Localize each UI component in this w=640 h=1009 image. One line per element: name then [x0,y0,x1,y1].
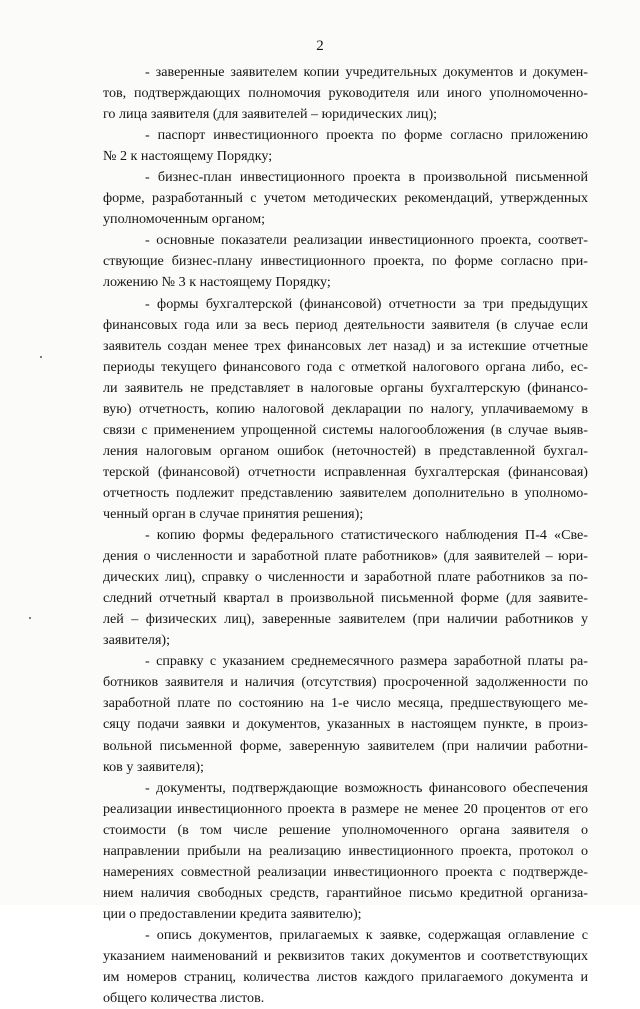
text-line: финансовых года или за весь период деятельности заявителя (в случае если [103,316,588,333]
text-line: - формы бухгалтерской (финансовой) отчетности за три предыдущих [145,295,588,312]
text-line: связи с применением упрощенной системы налогообложения (в случае выяв- [103,421,588,438]
text-line: заработной плате по состоянию на 1-е число месяца, предшествующего ме- [103,695,588,712]
text-line: - бизнес-план инвестиционного проекта в произвольной письменной [145,169,588,186]
text-line: указанием наименований и реквизитов таких документов и соответствующих [103,947,588,964]
text-line: отчетность подлежит представлению заявителем дополнительно в уполномо- [103,484,588,501]
scan-speck [29,617,31,619]
text-line: реализации инвестиционного проекта в размере не менее 20 процентов от его [103,800,588,817]
text-line: ченный орган в случае принятия решения); [103,505,364,522]
text-line: нием наличия свободных средств, гарантийное письмо кредитной организа- [103,884,588,901]
text-line: терской (финансовой) отчетности исправленная бухгалтерская (финансовая) [103,463,588,480]
text-line: стоимости (в том числе решение уполномоченного органа заявителя о [103,821,588,838]
text-line: ли заявитель не представляет в налоговые органы бухгалтерскую (финансо- [103,379,588,396]
text-line: заявителя); [103,632,171,649]
text-line: ствующие бизнес-плану инвестиционного проекта, по форме согласно при- [103,253,588,270]
text-line: тов, подтверждающих полномочия руководителя или иного уполномоченно- [103,85,588,102]
text-line: дических лиц), справку о численности и заработной плате работников за по- [103,569,588,586]
text-line: ботников заявителя и наличия (отсутствия) просроченной задолженности по [103,674,588,691]
scan-speck [40,356,42,358]
text-line: сяцу подачи заявки и документов, указанных в настоящем пункте, в произ- [103,716,588,733]
text-line: вую) отчетность, копию налоговой декларации по налогу, уплачиваемому в [103,400,588,417]
text-line: дения о численности и заработной плате работников» (для заявителей – юри- [103,548,588,565]
text-line: - заверенные заявителем копии учредительных документов и докумен- [145,64,588,80]
text-line: форме, разработанный с учетом методических рекомендаций, утвержденных [103,190,588,207]
text-line: периоды текущего финансового года с отметкой налогового органа либо, ес- [103,358,588,375]
text-line: - паспорт инвестиционного проекта по форме согласно приложению [145,127,588,144]
text-line: вольной письменной форме, заверенную заявителем (при наличии работни- [103,737,588,754]
text-line: намерениях совместной реализации инвестиционного проекта с подтвержде- [103,863,588,880]
text-line: общего количества листов. [103,990,265,1007]
text-line: № 2 к настоящему Порядку; [103,148,273,165]
text-line: ложению № 3 к настоящему Порядку; [103,274,331,291]
text-line: им номеров страниц, количества листов каждого прилагаемого документа и [103,969,588,986]
text-line: следний отчетный квартал в произвольной письменной форме (для заявите- [103,590,588,607]
text-line: - опись документов, прилагаемых к заявке, содержащая оглавление с [145,926,588,943]
text-line: заявитель создан менее трех финансовых лет назад) и за истекшие отчетные [103,337,588,354]
text-line: направлении прибыли на реализацию инвестиционного проекта, протокол о [103,842,588,859]
text-line: го лица заявителя (для заявителей – юридических лиц); [103,106,438,123]
text-line: - документы, подтверждающие возможность финансового обеспечения [145,779,588,796]
text-line: - справку с указанием среднемесячного размера заработной платы ра- [145,653,588,670]
text-line: уполномоченным органом; [103,211,266,228]
text-line: - основные показатели реализации инвестиционного проекта, соответ- [145,232,588,249]
text-line: ции о предоставлении кредита заявителю); [103,905,362,922]
document-body [103,62,588,1009]
text-line: ков у заявителя); [103,758,204,775]
text-line: лей – физических лиц), заверенные заявителем (при наличии работников у [103,611,588,628]
page-number: 2 [316,38,324,54]
text-line: - копию формы федерального статистического наблюдения П-4 «Све- [145,527,588,544]
text-line: ления налоговым органом ошибок (неточностей) в представленной бухгал- [103,442,588,459]
